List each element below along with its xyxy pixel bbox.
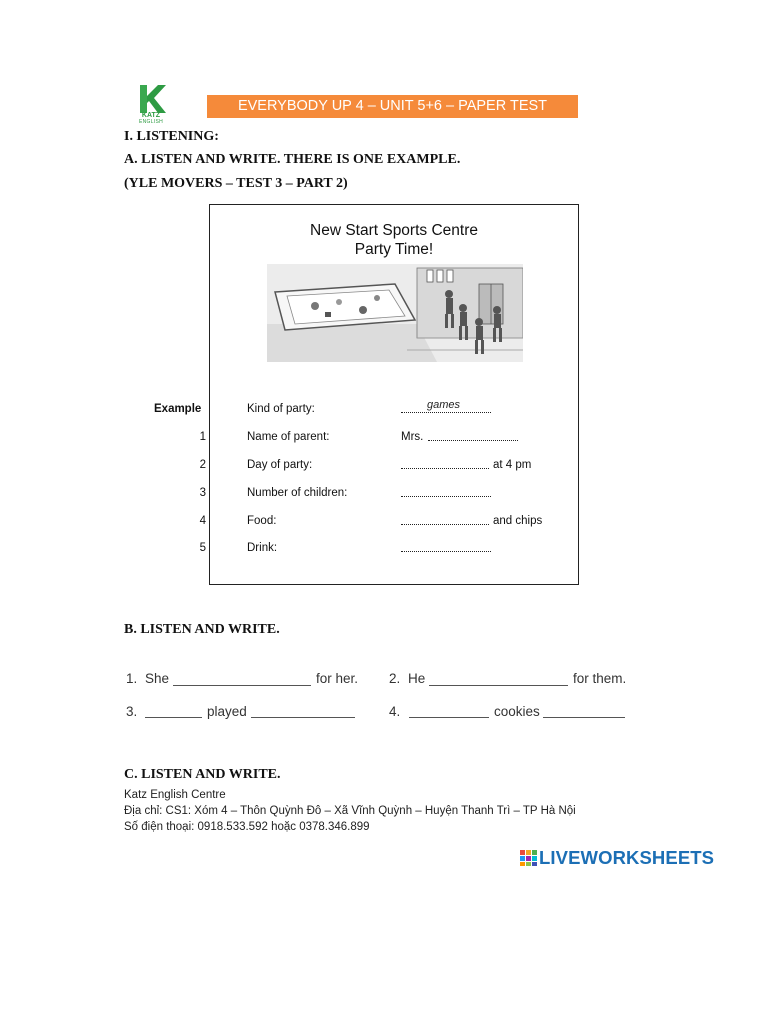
example-label: Example [154, 403, 202, 415]
answer-line-2[interactable] [401, 458, 489, 469]
answer-line-5[interactable] [401, 541, 491, 552]
liveworksheets-logo [520, 847, 730, 869]
katz-logo [134, 84, 168, 126]
q1-start: She [145, 671, 170, 686]
q1-number: 1. [126, 671, 138, 686]
q4-answer-line-1[interactable] [409, 716, 489, 718]
row-number-3: 3 [199, 487, 206, 499]
row-label-drink: Drink: [247, 542, 278, 554]
exam-box-title-line1: New Start Sports Centre [310, 222, 478, 239]
row-number-4: 4 [199, 515, 206, 527]
answer-line-3[interactable] [401, 486, 491, 497]
logo-text: KATZ [141, 112, 161, 119]
example-answer: games [427, 399, 461, 411]
q4-answer-line-2[interactable] [543, 716, 625, 718]
q2-end: for them. [573, 671, 627, 686]
row-label-name-of-parent: Name of parent: [247, 431, 330, 443]
exam-box-title [209, 221, 579, 259]
q3-number: 3. [126, 704, 138, 719]
q4-mid: cookies [494, 704, 540, 719]
part-b-title: B. LISTEN AND WRITE. [124, 622, 280, 637]
section-listening-title: I. LISTENING: [124, 129, 219, 144]
row-suffix-and-chips: and chips [493, 515, 543, 527]
row-label-number-of-children: Number of children: [247, 487, 348, 499]
exam-box-title-line2: Party Time! [354, 241, 434, 258]
liveworksheets-grid-icon [520, 850, 537, 866]
sports-centre-illustration [267, 264, 523, 362]
row-suffix-at-4pm: at 4 pm [493, 459, 532, 471]
part-a-source: (YLE MOVERS – TEST 3 – PART 2) [124, 176, 348, 191]
test-banner: EVERYBODY UP 4 – UNIT 5+6 – PAPER TEST [207, 95, 578, 118]
q1-answer-line[interactable] [173, 684, 311, 686]
q3-answer-line-1[interactable] [145, 716, 202, 718]
row-number-2: 2 [199, 459, 206, 471]
logo-subtext: ENGLISH [138, 119, 164, 125]
q3-answer-line-2[interactable] [251, 716, 355, 718]
footer-centre-name: Katz English Centre [124, 789, 226, 801]
liveworksheets-brand: LIVEWORKSHEETS [539, 847, 715, 868]
q2-start: He [408, 671, 426, 686]
answer-line-1[interactable] [428, 430, 518, 441]
answer-line-4[interactable] [401, 514, 489, 525]
q2-number: 2. [389, 671, 401, 686]
part-a-title: A. LISTEN AND WRITE. THERE IS ONE EXAMPLE. [124, 152, 461, 167]
footer-phone: Số điện thoại: 0918.533.592 hoặc 0378.346.899 [124, 821, 370, 833]
row-number-5: 5 [199, 542, 206, 554]
row-label-day-of-party: Day of party: [247, 459, 313, 471]
q1-end: for her. [316, 671, 359, 686]
q2-answer-line[interactable] [429, 684, 568, 686]
row-label-kind-of-party: Kind of party: [247, 403, 315, 415]
row-number-1: 1 [199, 431, 206, 443]
footer-address: Địa chỉ: CS1: Xóm 4 – Thôn Quỳnh Đô – Xã Vĩnh Quỳnh – Huyện Thanh Trì – TP Hà Nội [124, 805, 576, 817]
row-label-food: Food: [247, 515, 277, 527]
q4-number: 4. [389, 704, 401, 719]
row-prefix-mrs: Mrs. [401, 431, 424, 443]
part-c-title: C. LISTEN AND WRITE. [124, 767, 281, 782]
katz-k-icon [134, 84, 168, 114]
q3-mid: played [207, 704, 247, 719]
